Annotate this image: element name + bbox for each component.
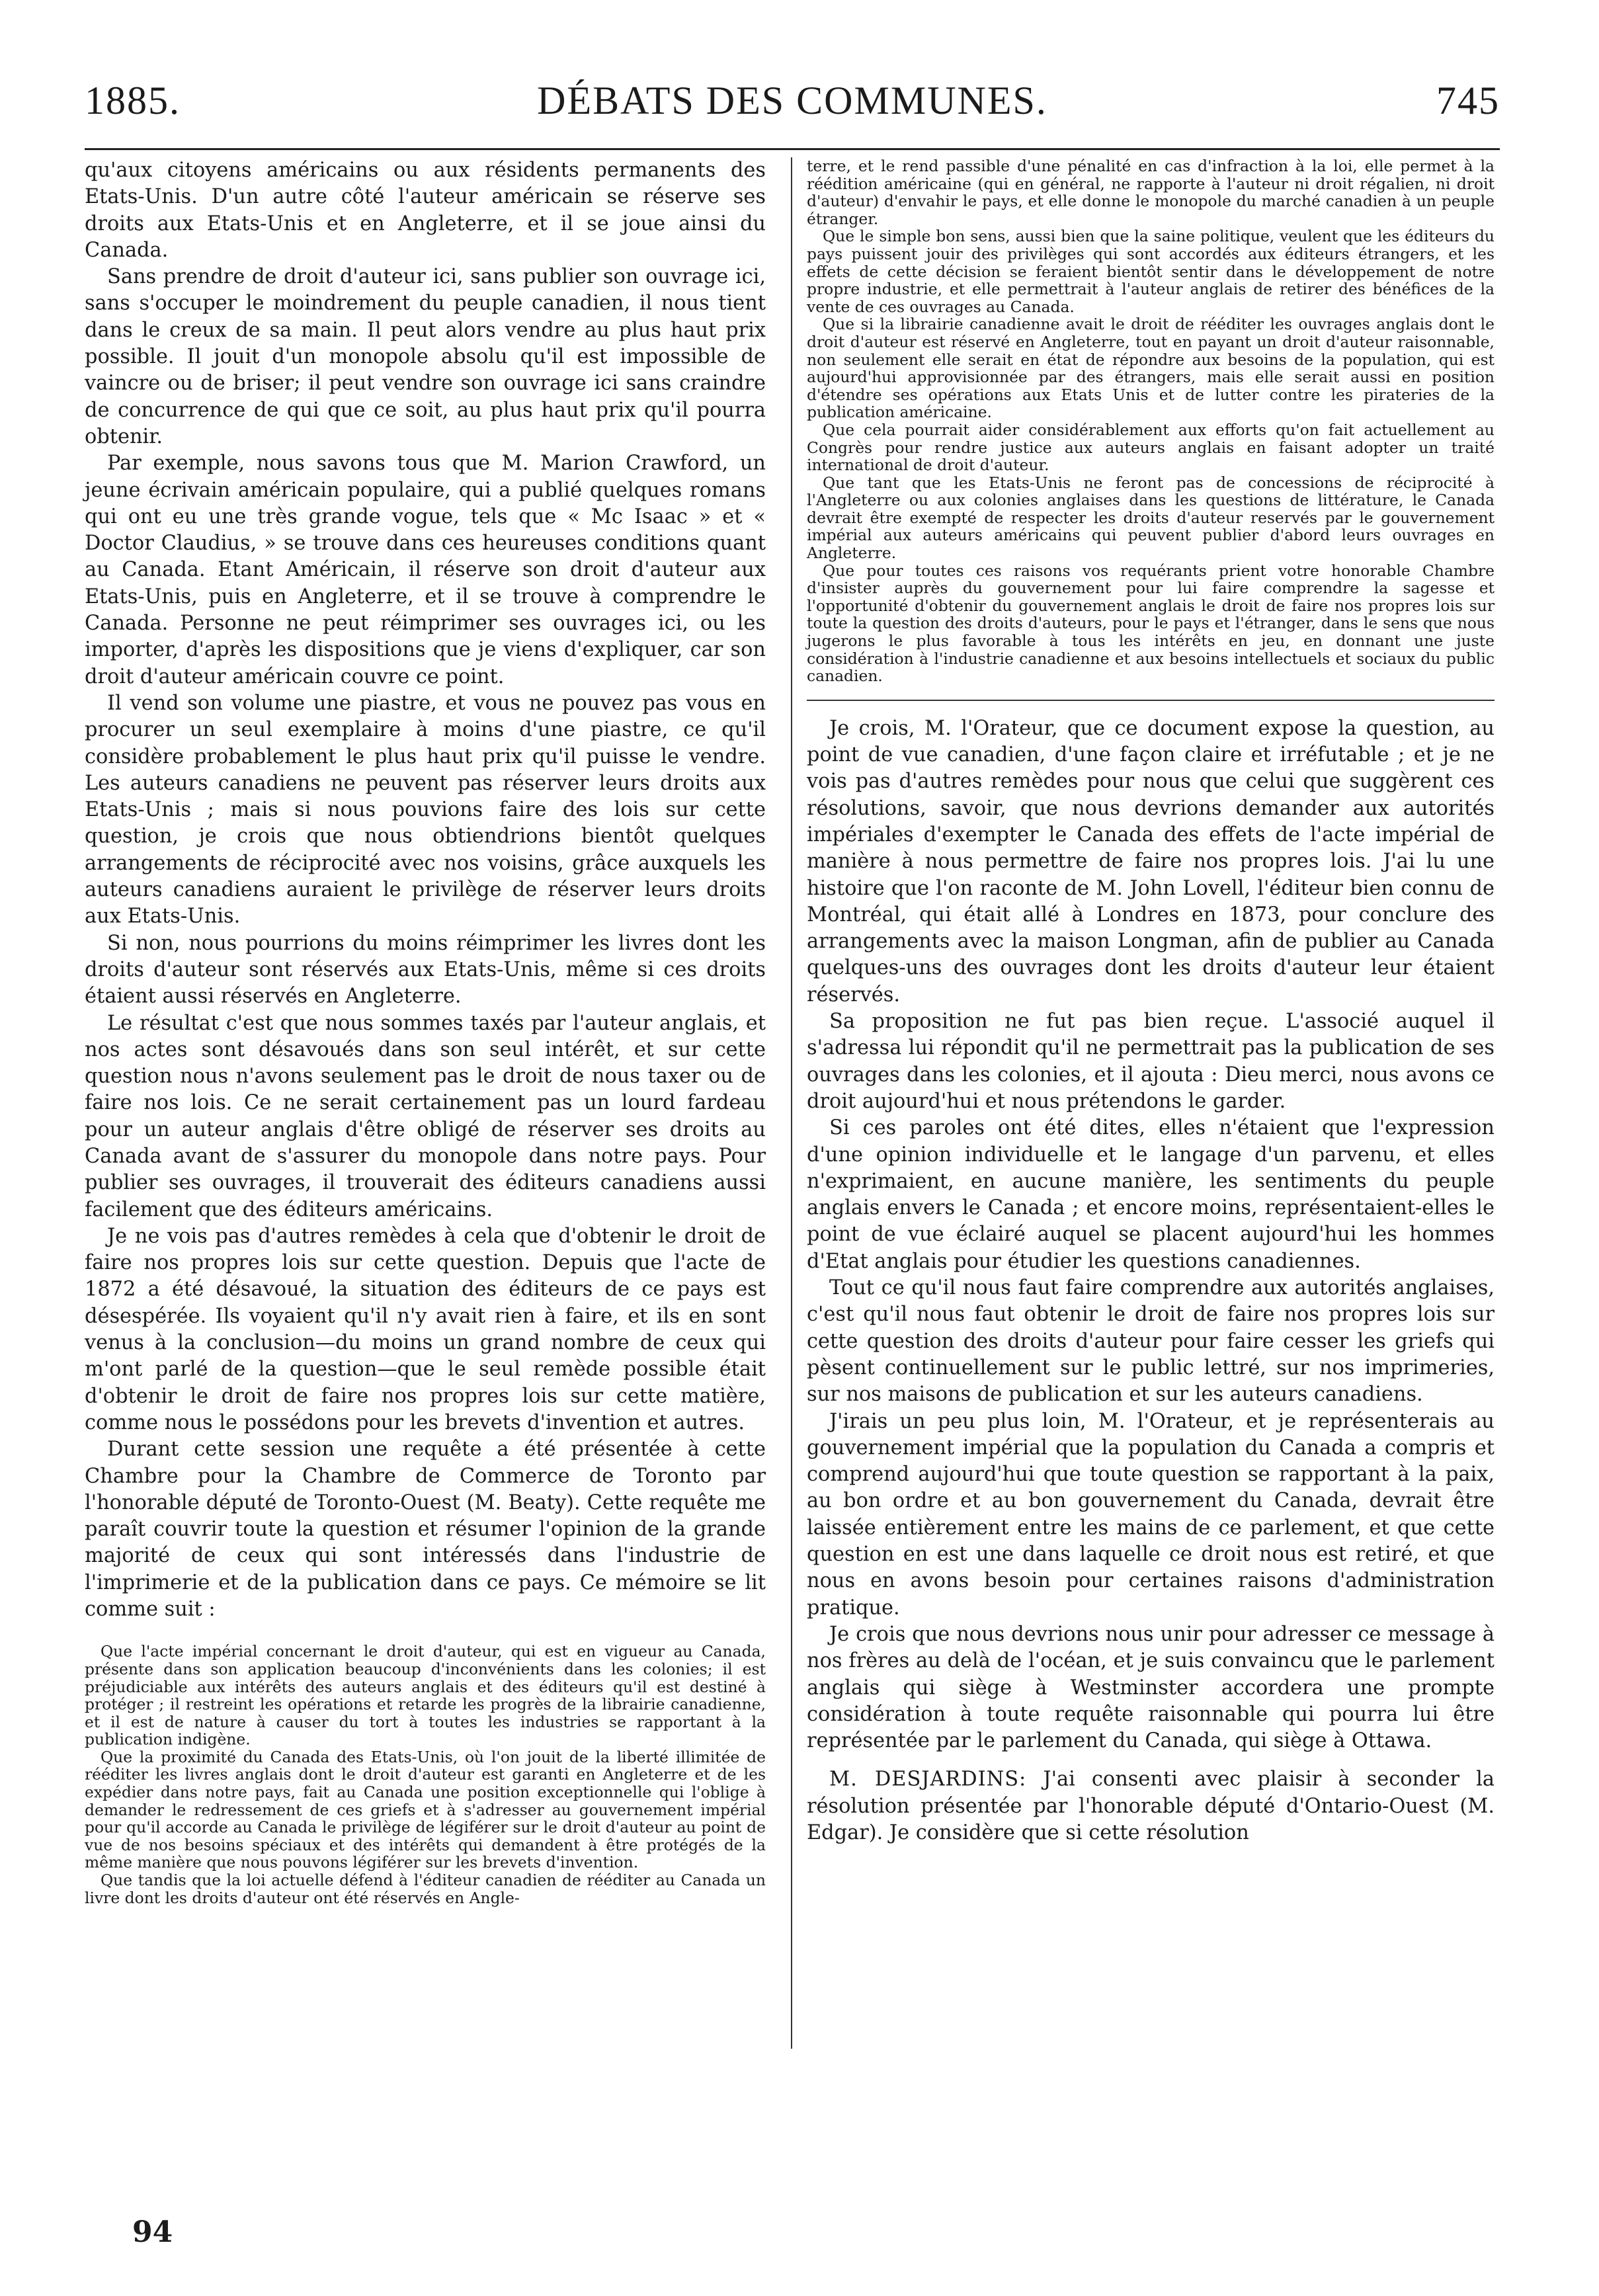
header-title: DÉBATS DES COMMUNES. xyxy=(537,79,1047,122)
paragraph: Tout ce qu'il nous faut faire comprendre aux autorités anglaises, c'est qu'il nous faut obtenir le droit de faire nos propres lois sur cette question des droits d'auteur pour faire cesser les griefs qui pèsent continuellement sur le public lettré, sur nos imprimeries, sur nos maisons de publication et sur les auteurs canadiens. xyxy=(807,1276,1495,1407)
paragraph: qu'aux citoyens américains ou aux résidents permanents des Etats-Unis. D'un autre côté l'auteur américain se réserve ses droits aux Etats-Unis et en Angleterre, et il se joue ainsi du Canada. xyxy=(85,159,766,262)
paragraph: Par exemple, nous savons tous que M. Marion Crawford, un jeune écrivain américain populaire, qui a publié quelques romans qui ont eu une très grande vogue, tels que « Mc Isaac » et « Doctor Claudius, » se trouve dans ces heureuses conditions quant au Canada. Etant Américain, il réserve son droit d'auteur aux Etats-Unis, puis en Angleterre, et il se trouve à comprendre le Canada. Personne ne peut réimprimer ses ouvrages ici, ou les importer, d'après les dispositions que je viens d'expliquer, car son droit d'auteur américain couvre ce point. xyxy=(85,452,766,688)
petition-paragraph: Que pour toutes ces raisons vos requérants prient votre honorable Chambre d'insister auprès du gouvernement pour lui faire comprendre la sagesse et l'opportunité d'obtenir du gouvernement anglais le droit de faire nos propres lois sur toute la question des droits d'auteurs, pour le pays et l'étranger, dans le sens que nous jugerons le plus favorable à tous les intérêts en jeu, en donnant une juste considération à l'industrie canadienne et aux besoins intellectuels et sociaux du public canadien. xyxy=(807,561,1495,686)
petition-paragraph: Que le simple bon sens, aussi bien que la saine politique, veulent que les éditeurs du pays puissent jouir des privilèges qui sont accordés aux éditeurs étrangers, et les effets de cette décision se feraient bientôt sentir dans le développement de notre propre industrie, et elle permettrait à l'auteur anglais de retirer des bénéfices de la vente de ces ouvrages au Canada. xyxy=(807,227,1495,316)
paragraph: Si ces paroles ont été dites, elles n'étaient que l'expression d'une opinion individuelle et le langage d'un parvenu, et elles n'exprimaient, en aucune manière, les sentiments du peuple anglais envers le Canada ; et encore moins, représentaient-elles le point de vue éclairé auquel se placent aujourd'hui les hommes d'Etat anglais pour étudier les questions canadiennes. xyxy=(807,1116,1495,1273)
petition-paragraph: Que cela pourrait aider considérablement aux efforts qu'on fait actuellement au Congrès pour rendre justice aux auteurs anglais en faisant adopter un traité international de droit d'auteur. xyxy=(807,420,1495,475)
speaker-name: M. DESJARDINS: xyxy=(829,1768,1027,1791)
paragraph: J'irais un peu plus loin, M. l'Orateur, et je représenterais au gouvernement impérial que la population du Canada a compris et comprend aujourd'hui que toute question se rapportant à la paix, au bon ordre et au bon gouvernement du Canada, devrait être laissée entièrement entre les mains de ce parlement, et que cette question en est une dans laquelle ce droit nous est retiré, et que nous en avons besoin pour certaines raisons d'administration pratique. xyxy=(807,1409,1495,1620)
left-column xyxy=(85,157,766,2214)
header-page-number: 745 xyxy=(1436,79,1500,122)
paragraph: Il vend son volume une piastre, et vous ne pouvez pas vous en procurer un seul exemplaire à moins d'une piastre, ce qu'il considère probablement le plus haut prix qu'il puisse le vendre. Les auteurs canadiens ne peuvent pas réserver leurs droits aux Etats-Unis ; mais si nous pouvions faire des lois sur cette question, je crois que nous obtiendrions bientôt quelques arrangements de réciprocité avec nos voisins, grâce auxquels les auteurs canadiens auraient le privilège de réserver leurs droits aux Etats-Unis. xyxy=(85,691,766,928)
header-rule xyxy=(85,148,1500,150)
paragraph: Si non, nous pourrions du moins réimprimer les livres dont les droits d'auteur sont réservés aux Etats-Unis, même si ces droits étaient aussi réservés en Angleterre. xyxy=(85,931,766,1008)
speech-text: J'ai consenti avec plaisir à seconder la résolution présentée par l'honorable député d'Ontario-Ouest (M. Edgar). Je considère que si cette résolution xyxy=(807,1768,1495,1844)
speech-paragraph xyxy=(807,1766,1495,1846)
printer-signature-mark: 94 xyxy=(132,2215,173,2249)
header-year: 1885. xyxy=(85,79,181,122)
paragraph: Sa proposition ne fut pas bien reçue. L'associé auquel il s'adressa lui répondit qu'il ne permettrait pas la publication de ses ouvrages dans les colonies, et il ajouta : Dieu merci, nous avons ce droit aujourd'hui et nous prétendons le garder. xyxy=(807,1010,1495,1113)
paragraph: Je crois que nous devrions nous unir pour adresser ce message à nos frères au delà de l'océan, et je suis convaincu que le parlement anglais qui siège à Westminster accordera une prompte considération à toute requête raisonnable qui pourra lui être représentée par le parlement du Canada, qui siège à Ottawa. xyxy=(807,1622,1495,1753)
running-header xyxy=(85,78,1500,131)
paragraph: Je ne vois pas d'autres remèdes à cela que d'obtenir le droit de faire nos propres lois sur cette question. Depuis que l'acte de 1872 a été désavoué, la situation des éditeurs de ce pays est désespérée. Ils voyaient qu'il n'y avait rien à faire, et ils en sont venus à la conclusion—du moins un grand nombre de ceux qui m'ont parlé de la question—que le seul remède possible était d'obtenir le droit de faire nos propres lois sur cette matière, comme nous le possédons pour les brevets d'invention et autres. xyxy=(85,1224,766,1434)
petition-paragraph: Que tant que les Etats-Unis ne feront pas de concessions de réciprocité à l'Angleterre ou aux colonies anglaises dans les questions de littérature, le Canada devrait être exempté de respecter les droits d'auteur reservés par le gouvernement impérial aux auteurs américains qui peuvent publier d'abord leurs ouvrages en Angleterre. xyxy=(807,473,1495,563)
paragraph: Le résultat c'est que nous sommes taxés par l'auteur anglais, et nos actes sont désavoués dans son seul intérêt, et sur cette question nous n'avons seulement pas le droit de nous taxer ou de faire nos lois. Ce ne serait certainement pas un lourd fardeau pour un auteur anglais d'être obligé de réserver ses droits au Canada avant de s'assurer du monopole dans notre pays. Pour publier ses ouvrages, il trouverait des éditeurs canadiens aussi facilement que des éditeurs américains. xyxy=(85,1011,766,1221)
column-divider xyxy=(791,157,792,2049)
petition-end-rule xyxy=(807,700,1495,701)
petition-text xyxy=(85,1643,766,1906)
petition-paragraph: terre, et le rend passible d'une pénalité en cas d'infraction à la loi, elle permet à la réédition américaine (qui en général, ne rapporte à l'auteur ni droit régalien, ni droit d'auteur) d'envahir le pays, et elle donne le monopole du marché canadien à un peuple étranger. xyxy=(807,157,1495,228)
paragraph: Durant cette session une requête a été présentée à cette Chambre pour la Chambre de Commerce de Toronto par l'honorable député de Toronto-Ouest (M. Beaty). Cette requête me paraît couvrir toute la question et résumer l'opinion de la grande majorité de ceux qui sont intéressés dans l'industrie de l'imprimerie et de la publication dans ce pays. Ce mémoire se lit comme suit : xyxy=(85,1438,766,1621)
paragraph: Sans prendre de droit d'auteur ici, sans publier son ouvrage ici, sans s'occuper le moindrement du peuple canadien, il nous tient dans le creux de sa main. Il peut alors vendre au plus haut prix possible. Il jouit d'un monopole absolu qu'il est impossible de vaincre ou de briser; il peut vendre son ouvrage ici sans craindre de concurrence de qui que ce soit, au plus haut prix qu'il pourra obtenir. xyxy=(85,265,766,448)
petition-paragraph: Que si la librairie canadienne avait le droit de rééditer les ouvrages anglais dont le droit d'auteur est réservé en Angleterre, tout en payant un droit d'auteur raisonnable, non seulement elle serait en état de répondre aux besoins de la population, qui est aujourd'hui approvisionnée par des étrangers, mais elle serait aussi en position d'étendre ses opérations aux Etats Unis et de lutter contre les pirateries de la publication américaine. xyxy=(807,315,1495,422)
paragraph: Je crois, M. l'Orateur, que ce document expose la question, au point de vue canadien, d'une façon claire et irréfutable ; et je ne vois pas d'autres remèdes pour nous que celui que suggèrent ces résolutions, savoir, que nous devrions demander aux autorités impériales d'exempter le Canada des effets de l'acte impérial de manière à nous permettre de faire nos propres lois. J'ai lu une histoire que l'on raconte de M. John Lovell, l'éditeur bien connu de Montréal, qui était allé à Londres en 1873, pour conclure des arrangements avec la maison Longman, afin de publier au Canada quelques-uns des ouvrages dont les droits d'auteur leur étaient réservés. xyxy=(807,716,1495,1006)
petition-paragraph: Que la proximité du Canada des Etats-Unis, où l'on jouit de la liberté illimitée de rééditer les livres anglais dont le droit d'auteur est garanti en Angleterre et de les expédier dans notre pays, fait au Canada une position exceptionnelle qui l'oblige à demander le redressement de ces griefs et à s'adresser au gouvernement impérial pour qu'il accorde au Canada le privilège de légiférer sur le droit d'auteur au point de vue de nos besoins spéciaux et des intérêts qui demandent à être protégés de la même manière que nous pouvons légiférer sur les brevets d'invention. xyxy=(85,1747,766,1872)
petition-continued xyxy=(807,157,1495,685)
right-column xyxy=(807,157,1495,1943)
petition-paragraph: Que tandis que la loi actuelle défend à l'éditeur canadien de rééditer au Canada un livre dont les droits d'auteur ont été réservés en Angle- xyxy=(85,1871,766,1907)
petition-paragraph: Que l'acte impérial concernant le droit d'auteur, qui est en vigueur au Canada, présente dans son application beaucoup d'inconvénients dans les colonies; il est préjudiciable aux intérêts des auteurs anglais et des éditeurs qu'il est destiné à protéger ; il restreint les opérations et retarde les progrès de la librairie canadienne, et il est de nature à causer du tort à toutes les industries se rapportant à la publication indigène. xyxy=(85,1642,766,1749)
